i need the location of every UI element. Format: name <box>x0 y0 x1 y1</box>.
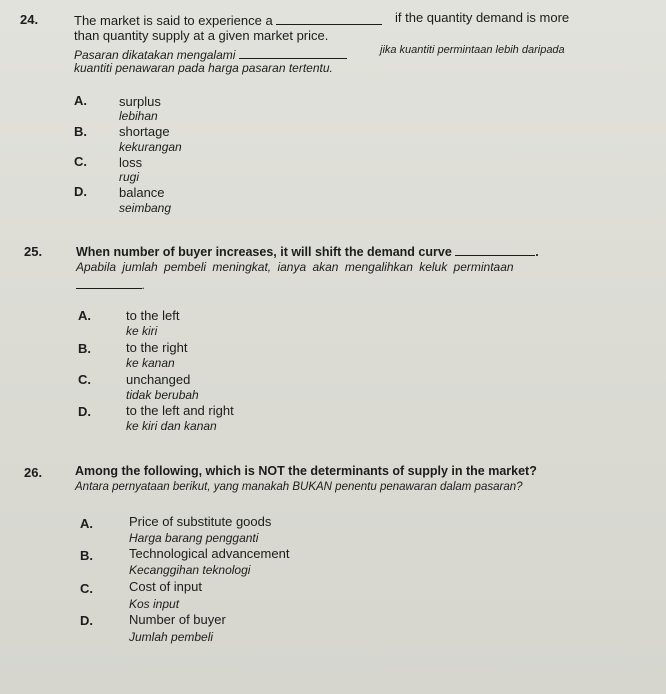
option-text-en: surplus <box>119 94 161 109</box>
option-text-ms: tidak berubah <box>126 388 199 402</box>
option-text-en: shortage <box>119 124 170 139</box>
answer-line: . <box>76 276 145 292</box>
answer-blank <box>455 243 535 256</box>
option-text-ms: kekurangan <box>119 140 182 154</box>
option-letter: C. <box>74 154 87 169</box>
question-number: 25. <box>24 244 43 259</box>
question-text-ms: Antara pernyataan berikut, yang manakah BUKAN penentu penawaran dalam pasaran? <box>75 481 523 493</box>
option-letter: A. <box>80 516 93 531</box>
question-text-en-line2: than quantity supply at a given market price. <box>74 28 329 43</box>
option-letter: D. <box>80 613 93 628</box>
option-text-en: to the left and right <box>126 403 234 418</box>
question-text-ms-cont: jika kuantiti permintaan lebih daripada <box>380 44 565 56</box>
option-letter: C. <box>80 581 93 596</box>
answer-blank <box>239 46 347 59</box>
option-letter: A. <box>74 93 87 108</box>
answer-blank <box>276 12 382 25</box>
option-text-en: Cost of input <box>129 579 202 594</box>
option-letter: B. <box>78 341 91 356</box>
option-text-en: loss <box>119 155 143 170</box>
option-text-ms: Jumlah pembeli <box>129 630 214 644</box>
question-text-ms: Pasaran dikatakan mengalami <box>74 46 347 62</box>
option-text-ms: ke kiri <box>126 324 158 338</box>
answer-blank <box>76 276 142 289</box>
option-letter: C. <box>78 372 91 387</box>
question-number: 26. <box>24 465 43 480</box>
option-text-en: balance <box>119 185 165 200</box>
option-letter: B. <box>80 548 93 563</box>
option-text-en: Technological advancement <box>129 546 290 561</box>
option-letter: A. <box>78 308 91 323</box>
option-text-en: to the left <box>126 308 180 323</box>
question-text-en: When number of buyer increases, it will shift the demand curve . <box>76 245 539 259</box>
option-text-en: unchanged <box>126 372 191 387</box>
question-text-ms: Apabila jumlah pembeli meningkat, ianya akan mengalihkan keluk permintaan <box>76 260 514 274</box>
option-text-ms: lebihan <box>119 109 158 123</box>
option-text-en: to the right <box>126 340 188 355</box>
question-text-en-cont: if the quantity demand is more <box>395 10 570 25</box>
option-text-en: Number of buyer <box>129 612 226 627</box>
option-text-ms: ke kiri dan kanan <box>126 419 217 433</box>
option-text-ms: ke kanan <box>126 356 175 370</box>
option-text-ms: Kecanggihan teknologi <box>129 563 251 577</box>
option-text-ms: Kos input <box>129 597 180 611</box>
question-text-ms-line2: kuantiti penawaran pada harga pasaran tertentu. <box>74 61 333 75</box>
option-text-ms: rugi <box>119 170 140 184</box>
option-letter: D. <box>74 184 87 199</box>
option-text-ms: seimbang <box>119 201 172 215</box>
option-text-en: Price of substitute goods <box>129 514 272 529</box>
option-letter: D. <box>78 404 91 419</box>
option-letter: B. <box>74 124 87 139</box>
option-text-ms: Harga barang pengganti <box>129 531 259 545</box>
question-text-en: Among the following, which is NOT the determinants of supply in the market? <box>75 464 537 478</box>
question-number: 24. <box>20 12 39 27</box>
question-text-en: The market is said to experience a <box>74 12 382 28</box>
